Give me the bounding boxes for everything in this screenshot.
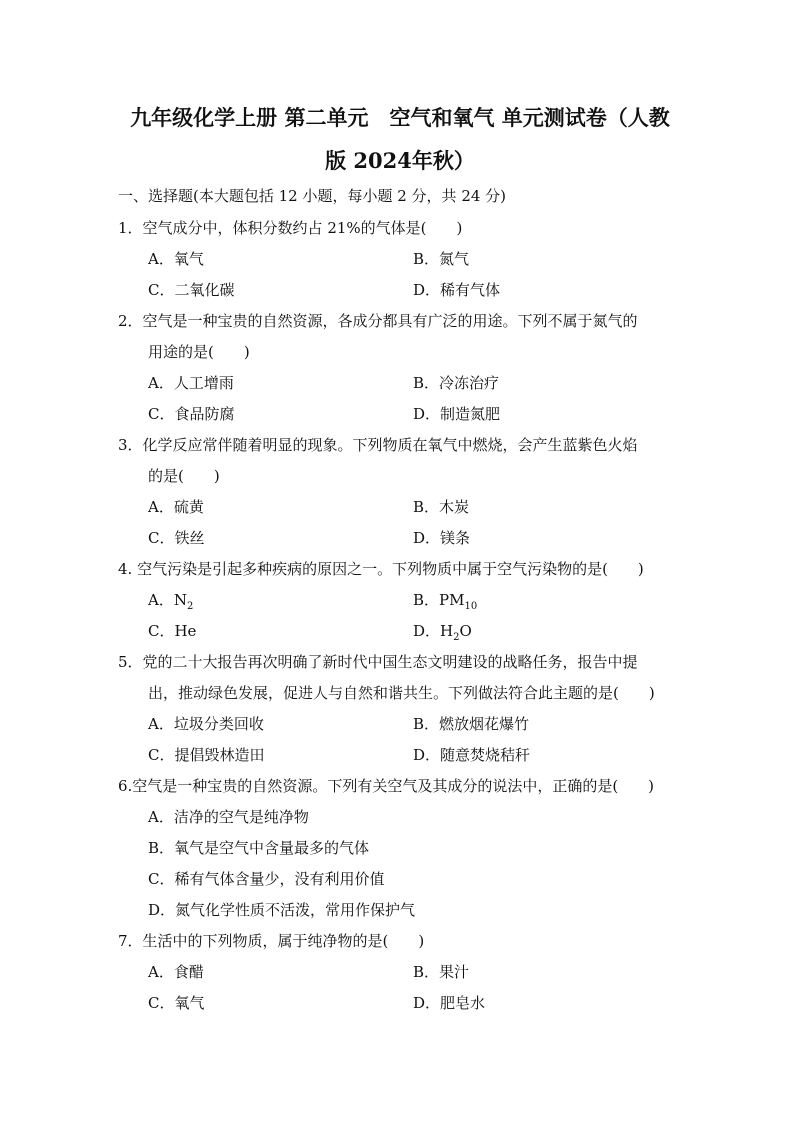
option-a-subscript: 2 <box>186 601 194 612</box>
option-c: C．二氧化碳 <box>148 281 235 299</box>
question-2 <box>118 306 678 430</box>
question-3 <box>118 430 678 554</box>
options <box>118 492 678 554</box>
question-text: 2．空气是一种宝贵的自然资源，各成分都具有广泛的用途。下列不属于氮气的 <box>118 312 638 330</box>
option-b <box>413 585 678 616</box>
question-5 <box>118 647 678 771</box>
question-1 <box>118 213 678 306</box>
option-b: B．冷冻治疗 <box>413 374 500 392</box>
option-d: D．稀有气体 <box>413 281 501 299</box>
option-a: A．氧气 <box>148 250 204 268</box>
option-b-text: B．PM <box>413 591 465 609</box>
question-text-continued: 用途的是( ) <box>148 343 250 361</box>
option-a-text: A．N <box>148 591 187 609</box>
option-c: C．氧气 <box>148 994 205 1012</box>
question-text: 6.空气是一种宝贵的自然资源。下列有关空气及其成分的说法中，正确的是( ) <box>118 777 655 795</box>
title-line-2: 版 2024年秋） <box>325 148 475 173</box>
options <box>118 585 678 647</box>
option-a <box>148 585 413 616</box>
question-text: 7．生活中的下列物质，属于纯净物的是( ) <box>118 932 425 950</box>
option-d-subscript: 2 <box>453 632 460 643</box>
page-title <box>110 96 690 182</box>
option-c: C．提倡毁林造田 <box>148 746 265 764</box>
question-text-continued: 出，推动绿色发展，促进人与自然和谐共生。下列做法符合此主题的是( ) <box>148 684 655 702</box>
options <box>118 244 678 306</box>
options <box>118 709 678 771</box>
options <box>118 368 678 430</box>
option-d-suffix: O <box>459 622 472 640</box>
option-b: B．木炭 <box>413 498 470 516</box>
option-b: B．氧气是空气中含量最多的气体 <box>148 839 370 857</box>
option-a: A．食醋 <box>148 963 204 981</box>
question-7 <box>118 926 678 1019</box>
option-d: D．肥皂水 <box>413 994 486 1012</box>
question-text-continued: 的是( ) <box>148 467 220 485</box>
option-d-text: D．H <box>413 622 454 640</box>
option-a: A．洁净的空气是纯净物 <box>148 808 309 826</box>
question-text: 1．空气成分中，体积分数约占 21%的气体是( ) <box>118 219 463 237</box>
option-b: B．果汁 <box>413 963 470 981</box>
option-a: A．垃圾分类回收 <box>148 715 264 733</box>
question-text: 5．党的二十大报告再次明确了新时代中国生态文明建设的战略任务，报告中提 <box>118 653 638 671</box>
option-d: D．随意焚烧秸秆 <box>413 746 531 764</box>
options <box>118 957 678 1019</box>
question-text: 4. 空气污染是引起多种疾病的原因之一。下列物质中属于空气污染物的是( ) <box>118 560 644 578</box>
question-6 <box>118 771 678 926</box>
option-c <box>148 616 413 647</box>
title-line-1: 九年级化学上册 第二单元 空气和氧气 单元测试卷（人教 <box>130 105 670 130</box>
question-text: 3．化学反应常伴随着明显的现象。下列物质在氧气中燃烧，会产生蓝紫色火焰 <box>118 436 638 454</box>
option-a: A．人工增雨 <box>148 374 234 392</box>
option-c: C．食品防腐 <box>148 405 235 423</box>
option-d <box>413 616 678 647</box>
option-d: D．氮气化学性质不活泼，常用作保护气 <box>148 901 416 919</box>
option-c: C．铁丝 <box>148 529 205 547</box>
options <box>118 802 678 926</box>
option-b-subscript: 10 <box>464 601 478 612</box>
option-d: D．制造氮肥 <box>413 405 501 423</box>
section-heading: 一、选择题(本大题包括 12 小题，每小题 2 分，共 24 分) <box>118 187 507 205</box>
question-4 <box>118 554 678 647</box>
option-b: B．燃放烟花爆竹 <box>413 715 530 733</box>
option-a: A．硫黄 <box>148 498 204 516</box>
option-c: C．稀有气体含量少，没有利用价值 <box>148 870 385 888</box>
option-c-text: C．He <box>148 622 197 640</box>
exam-content <box>118 182 678 1019</box>
option-d: D．镁条 <box>413 529 471 547</box>
option-b: B．氮气 <box>413 250 470 268</box>
